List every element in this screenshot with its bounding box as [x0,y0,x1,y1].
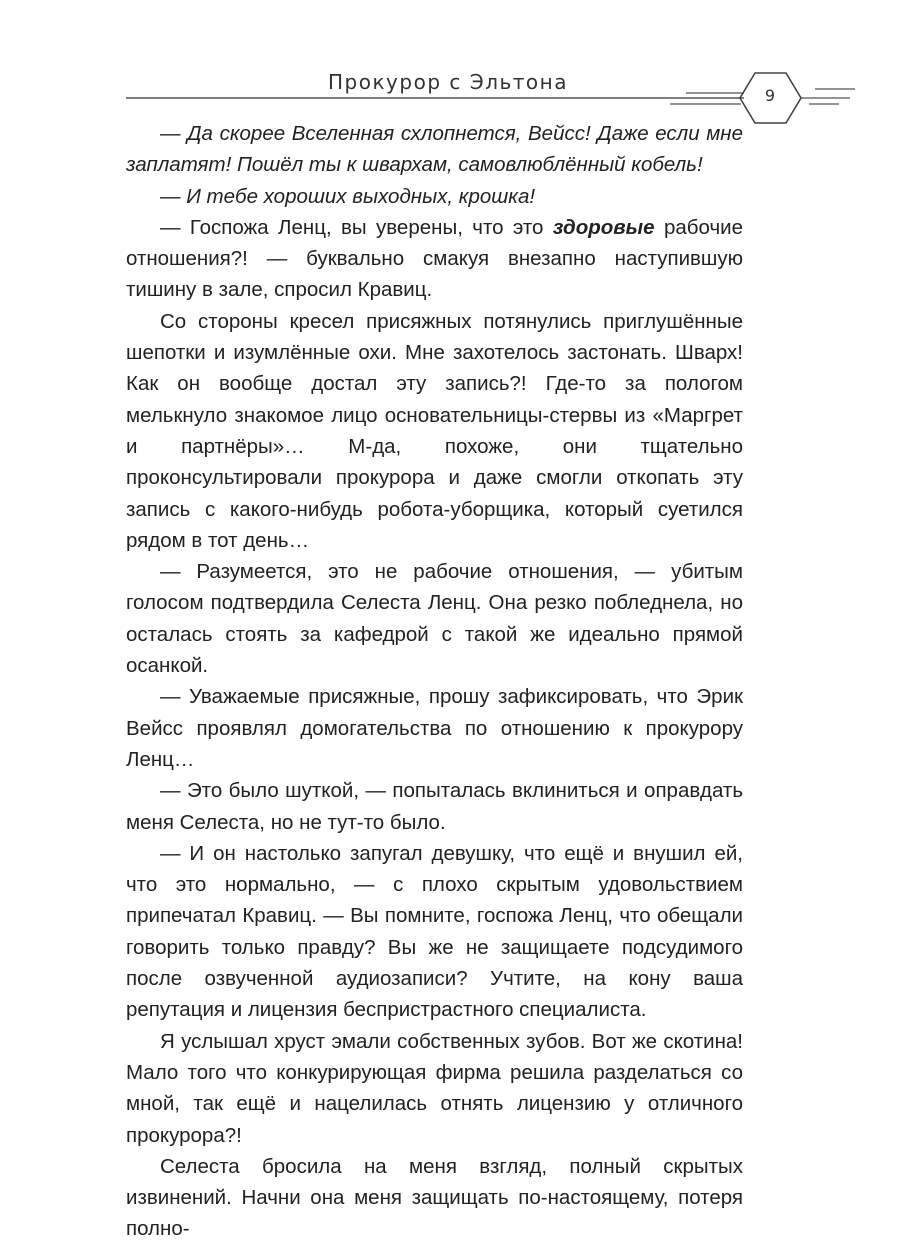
header-ornament [0,0,900,130]
paragraph: Я услышал хруст эмали собственных зубов. Вот же скотина! Мало того что конкурирующая фирма решила разделаться со мной, так ещё и нацелилась отнять лицензию у отличного прокурора?! [126,1029,743,1147]
paragraph: — И тебе хороших выходных, крошка! [160,184,536,208]
paragraph [126,212,743,306]
paragraph: — Да скорее Вселенная схлопнется, Вейсс! Даже если мне заплатят! Пошёл ты к швархам, самовлюблённый кобель! [126,122,743,177]
paragraph-text: — Госпожа Ленц, вы уверены, что это [160,215,553,239]
book-title: Прокурор с Эльтона [328,70,568,94]
body-text [126,118,743,1245]
paragraph-text: рабочие отношения?! — буквально смакуя внезапно наступившую тишину в зале, спросил Кравиц. [126,215,743,302]
paragraph: — Уважаемые присяжные, прошу зафиксировать, что Эрик Вейсс проявлял домогательства по отношению к прокурору Ленц… [126,685,743,771]
paragraph: Со стороны кресел присяжных потянулись приглушённые шепотки и изумлённые охи. Мне захотелось застонать. Шварх! Как он вообще достал эту запись?! Где-то за пологом мелькнуло знакомое лицо основательницы-стервы из «Маргрет и партнёры»… М-да, похоже, они тщательно проконсультировали прокурора и даже смогли откопать эту запись с какого-нибудь робота-уборщика, который суетился рядом в тот день… [126,309,743,552]
paragraph: Селеста бросила на меня взгляд, полный скрытых извинений. Начни она меня защищать по-настоящему, потеря полно- [126,1154,743,1241]
running-header [0,0,900,130]
paragraph: — Разумеется, это не рабочие отношения, — убитым голосом подтвердила Селеста Ленц. Она резко побледнела, но осталась стоять за кафедрой с такой же идеально прямой осанкой. [126,560,743,678]
paragraph: — И он настолько запугал девушку, что ещё и внушил ей, что это нормально, — с плохо скрытым удовольствием припечатал Кравиц. — Вы помните, госпожа Ленц, что обещали говорить только правду? Вы же не защищаете подсудимого после озвученной аудиозаписи? Учтите, на кону ваша репутация и лицензия беспристрастного специалиста. [126,841,743,1022]
paragraph: — Это было шуткой, — попыталась вклиниться и оправдать меня Селеста, но не тут-то было. [126,779,743,834]
emphasized-word: здоровые [552,215,655,239]
page-number: 9 [764,86,776,105]
